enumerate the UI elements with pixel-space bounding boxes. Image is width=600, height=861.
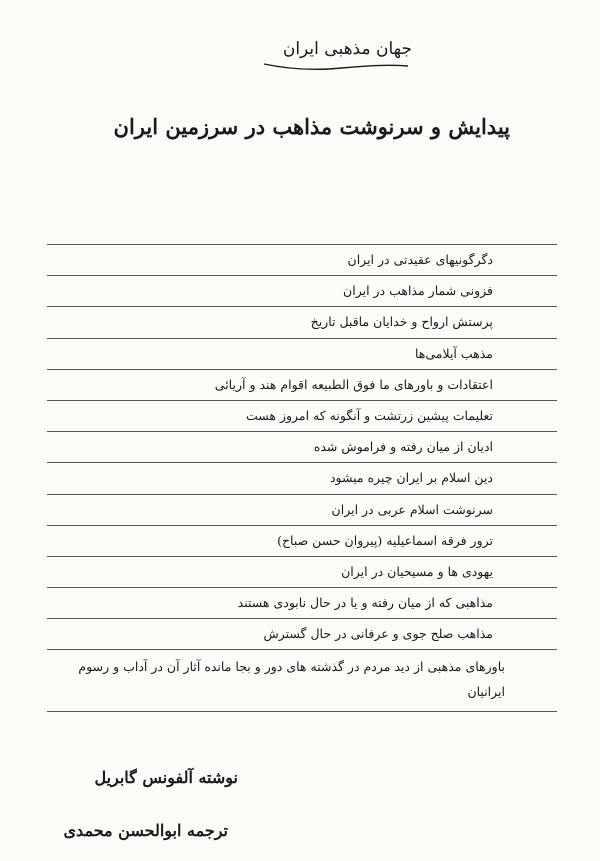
contents-item: پرستش ارواح و خدایان ماقبل تاریخ — [47, 307, 557, 338]
series-title: جهان مذهبی ایران — [282, 39, 412, 59]
series-flourish — [262, 60, 410, 72]
contents-list — [47, 244, 557, 712]
contents-item: مذاهب صلح جوی و عرفانی در حال گسترش — [47, 619, 557, 650]
contents-item: دگرگونیهای عقیدتی در ایران — [47, 245, 557, 276]
book-title: پیدایش و سرنوشت مذاهب در سرزمین ایران — [113, 114, 510, 139]
contents-item: مذاهبی که از میان رفته و یا در حال نابودی هستند — [47, 588, 557, 619]
contents-item: فزونی شمار مذاهب در ایران — [47, 276, 557, 307]
contents-item: سرنوشت اسلام عربی در ایران — [47, 495, 557, 526]
contents-item: باورهای مذهبی از دید مردم در گذشته های دور و بجا مانده آثار آن در آداب و رسوم ایرانیان — [47, 650, 557, 712]
contents-item: ترور فرقه اسماعیلیه (پیروان حسن صباح) — [47, 526, 557, 557]
contents-item: مذهب آیلامی‌ها — [47, 339, 557, 370]
contents-item: ادیان از میان رفته و فراموش شده — [47, 432, 557, 463]
author-credit: نوشته آلفونس گابریل — [94, 768, 238, 787]
contents-item: یهودی ها و مسیحیان در ایران — [47, 557, 557, 588]
translator-credit: ترجمه ابوالحسن محمدی — [63, 821, 228, 840]
contents-item: تعلیمات پیشین زرتشت و آنگونه که امروز هست — [47, 401, 557, 432]
contents-item: دین اسلام بر ایران چیره میشود — [47, 463, 557, 494]
contents-item: اعتقادات و باورهای ما فوق الطبیعه اقوام هند و آریائی — [47, 370, 557, 401]
